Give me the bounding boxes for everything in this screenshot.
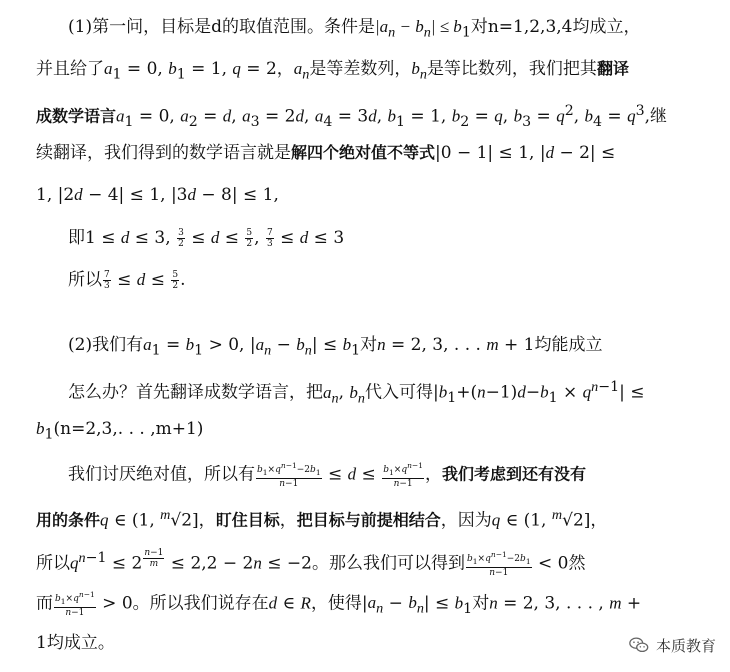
- text-line-5: 1, |2d − 4| ≤ 1, |3d − 8| ≤ 1,: [36, 185, 279, 205]
- text-line-12: 用的条件q ∈ (1, $^m$√2]，盯住目标，把目标与前提相结合，因为q ∈ (1, $^m$√2]，: [36, 507, 608, 531]
- watermark-text: 本质教育: [655, 636, 716, 655]
- text-line-3: 成数学语言$a_1 = 0$, $a_2 = d$, $a_3 = 2d$, $a_4 = 3d$, $b_1 = 1$, $b_2 = q$, $b_3 = q^2$, $b_4 = q^3$,继: [36, 103, 668, 131]
- text-line-11: 我们讨厌绝对值，所以有 $\frac{b_1\times q^{n-1}-2b_1}{n-1}$ ≤ d ≤ $\frac{b_1\times q^{n-1}}{n-1}$ ，我们考虑到还有没有: [68, 461, 586, 489]
- text-line-7: 所以 $\frac{7}{3}$ ≤ d ≤ $\frac{5}{2}$ .: [68, 270, 186, 291]
- text-line-1: (1)第一问，目标是d的取值范围。条件是$|a_n - b_n| \le b_1$对n=1,2,3,4均成立，: [68, 17, 641, 41]
- text-line-6: 即1 ≤ d ≤ 3, $\frac{3}{2}$ ≤ d ≤ $\frac{5}{2}$ , $\frac{7}{3}$ ≤ d ≤ 3: [68, 228, 345, 249]
- text-line-10: $b_1(n=2,3$,. . . ,m+1): [36, 419, 204, 443]
- text-line-14: 而 $\frac{b_1\times q^{n-1}}{n-1}$ > 0。所以我们说存在d ∈ R，使得$|a_n - b_n| \le b_1$对n = 2, 3, . . . , m +: [36, 590, 642, 618]
- text-line-8: (2)我们有$a_1 = b_1 > 0$, $|a_n - b_n| \le b_1$对n = 2, 3, . . . m + 1均能成立: [68, 335, 603, 359]
- text-line-9: 怎么办？首先翻译成数学语言，把$a_n$, $b_n$代入可得$|b_1+(n-1)d-b_1 \times q^{n-1}|$ ≤: [68, 379, 645, 407]
- text-line-13: 所以$q^{n-1} \le 2$ $^{\frac{n-1}{m}}$ ≤ 2,2 − 2n ≤ −2。那么我们可以得到 $\frac{b_1\times q^{n-1}-2b_1}{n-1}$ < 0然: [36, 547, 586, 579]
- watermark: [628, 634, 716, 656]
- text-line-15: 1均成立。: [36, 633, 115, 653]
- wechat-icon: [628, 634, 650, 656]
- text-line-4: 续翻译，我们得到的数学语言就是解四个绝对值不等式|0 − 1| ≤ 1, |d − 2| ≤: [36, 143, 616, 163]
- text-line-2: 并且给了$a_1 = 0$, $b_1 = 1$, q = 2，$a_n$是等差数列，$b_n$是等比数列，我们把其翻译: [36, 59, 629, 83]
